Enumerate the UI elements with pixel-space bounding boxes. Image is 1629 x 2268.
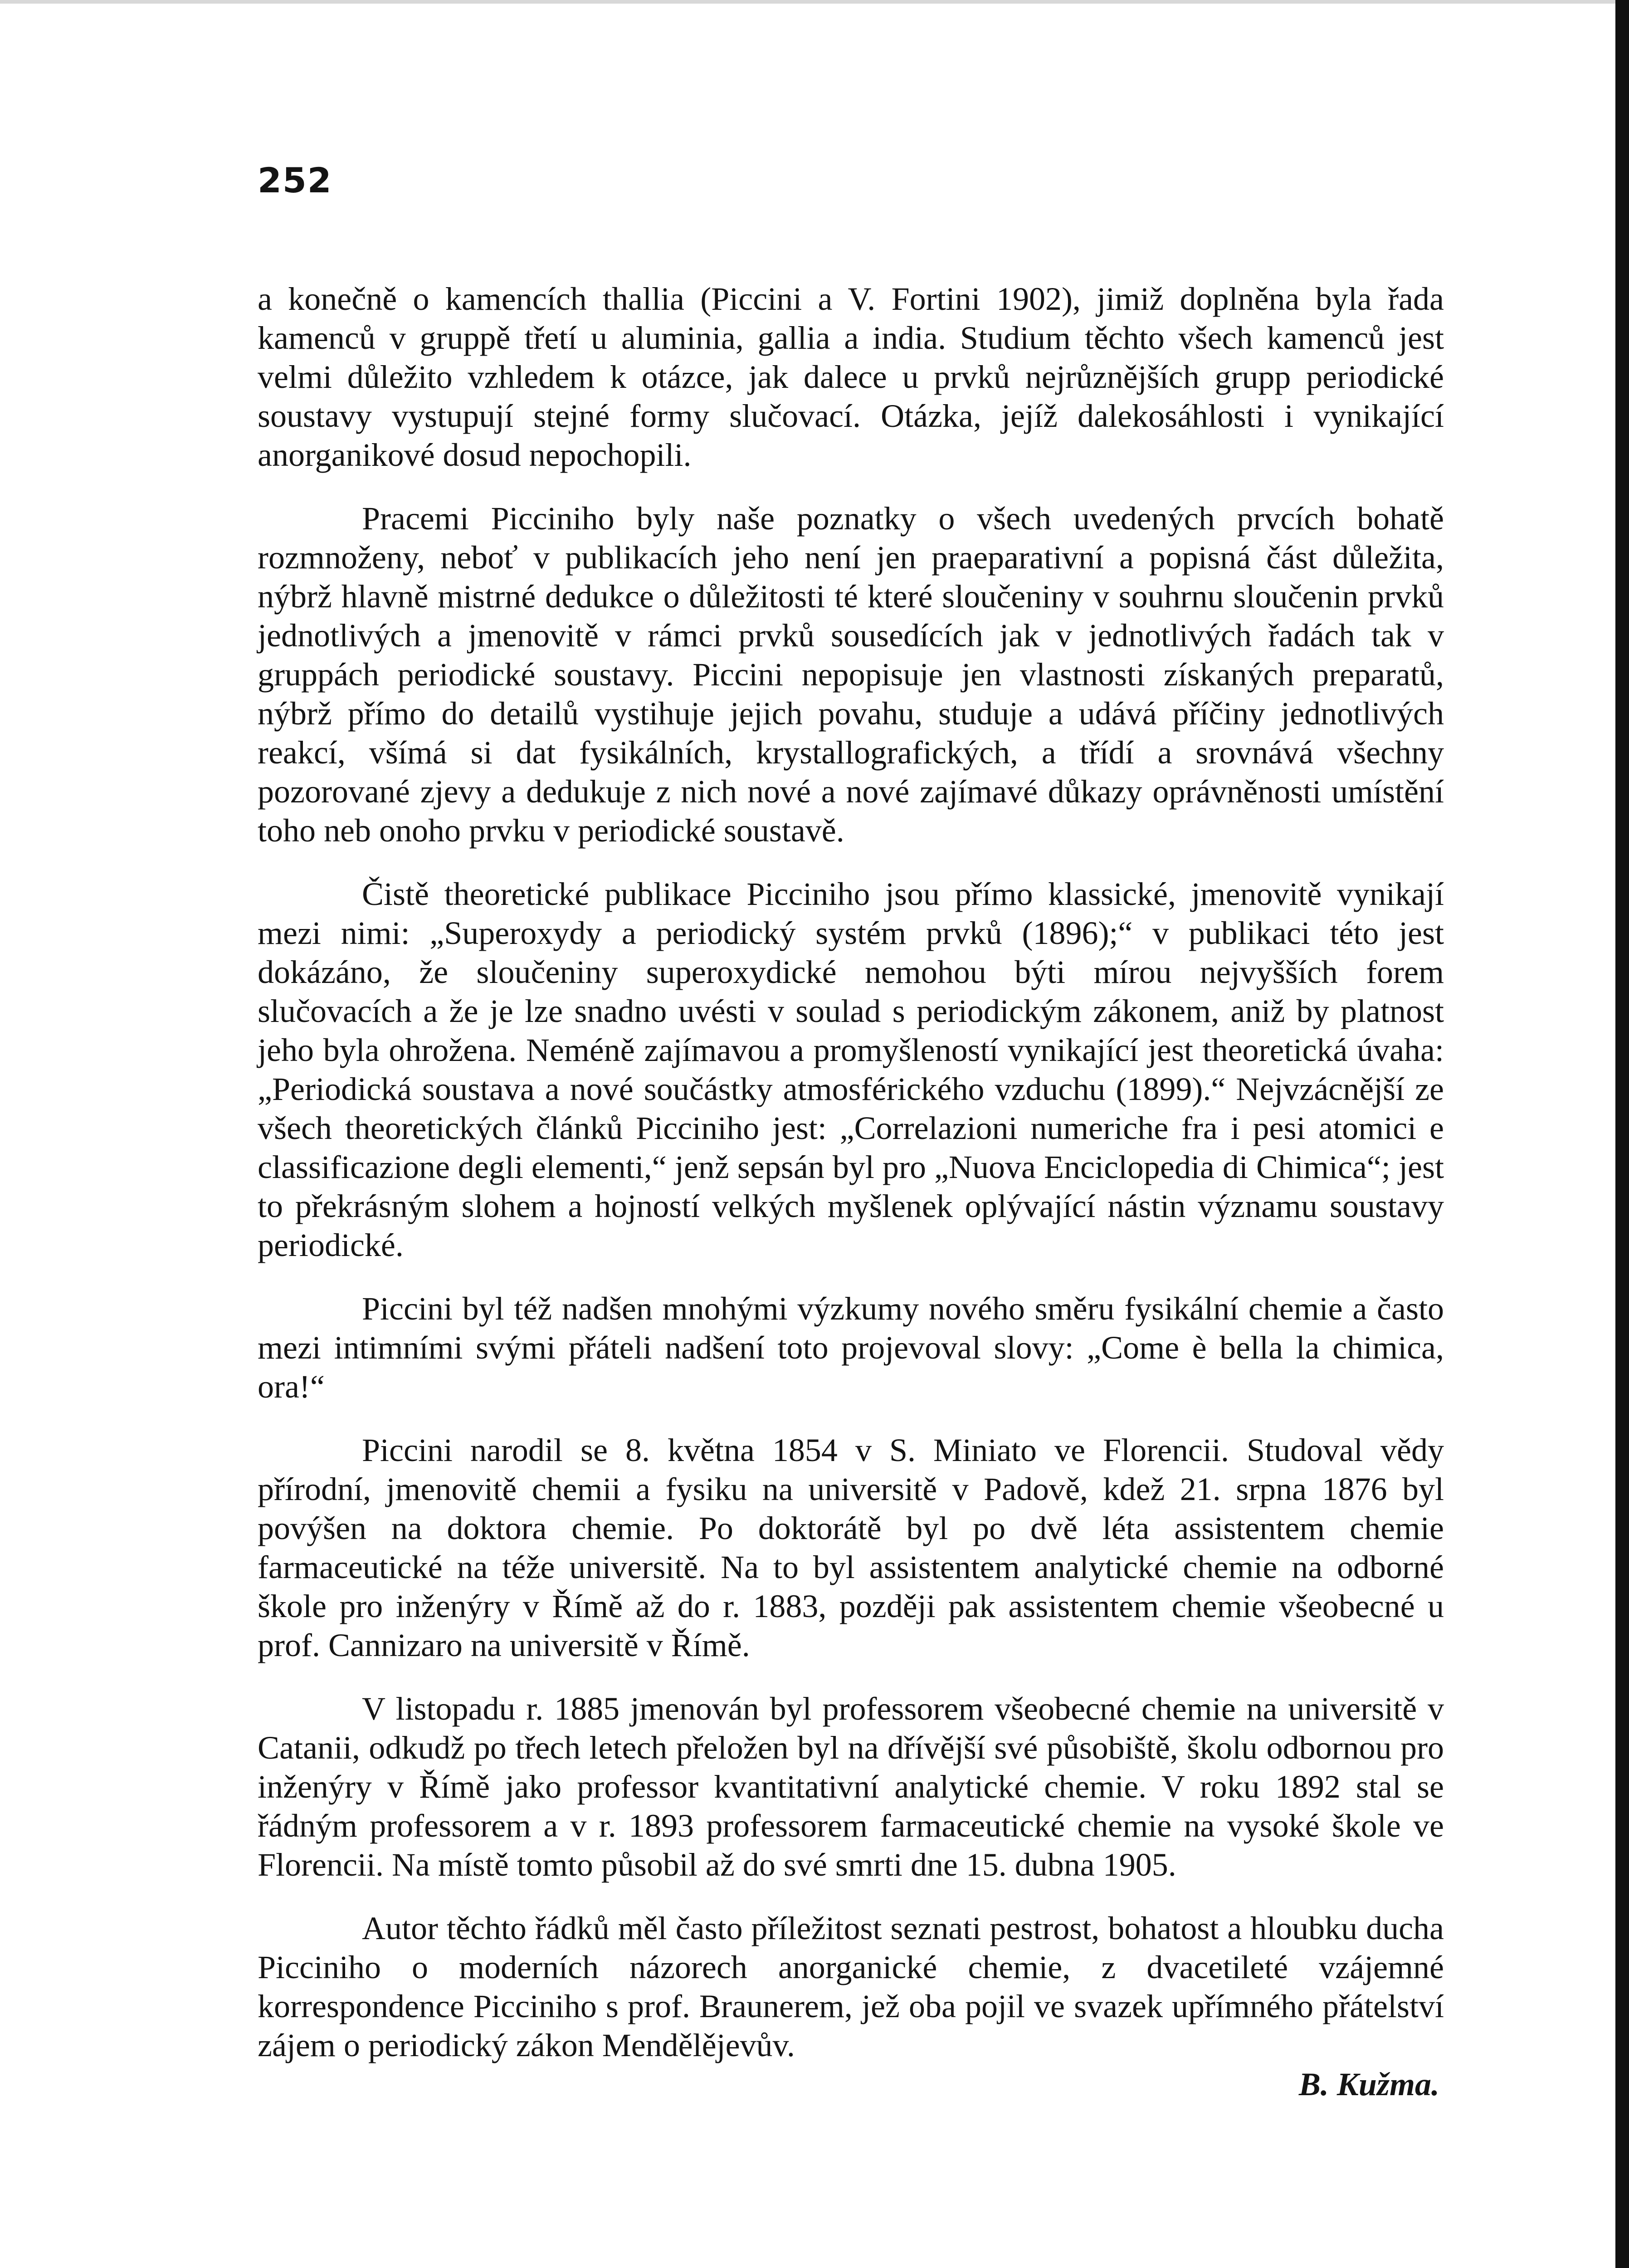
scan-top-edge <box>0 0 1629 4</box>
paragraph-6: V listopadu r. 1885 jmenován byl professorem všeobecné chemie na universitě v Catanii, odkudž po třech letech přeložen byl na dřívější své působiště, školu odbornou pro inženýry v Římě jako professor kvantitativní analytické chemie. V roku 1892 stal se řádným professorem a v r. 1893 professorem farmaceutické chemie na vysoké škole ve Florencii. Na místě tomto působil až do své smrti dne 15. dubna 1905. <box>258 1691 1444 1883</box>
paragraph-4: Piccini byl též nadšen mnohými výzkumy nového směru fysikální chemie a často mezi intimními svými přáteli nadšení toto projevoval slovy: „Come è bella la chimica, ora!“ <box>258 1290 1444 1405</box>
signature-line <box>258 2065 1444 2104</box>
paragraph-5: Piccini narodil se 8. května 1854 v S. Miniato ve Florencii. Studoval vědy přírodní, jmenovitě chemii a fysiku na universitě v Padově, kdež 21. srpna 1876 byl povýšen na doktora chemie. Po doktorátě byl po dvě léta assistentem chemie farmaceutické na téže universitě. Na to byl assistentem analytické chemie na odborné škole pro inženýry v Římě až do r. 1883, později pak assistentem chemie všeobecné u prof. Cannizaro na universitě v Římě. <box>258 1432 1444 1663</box>
page-number: 252 <box>258 160 332 200</box>
paragraph-3: Čistě theoretické publikace Picciniho jsou přímo klassické, jmenovitě vynikají mezi nimi: „Superoxydy a periodický systém prvků (1896);“ v publikaci této jest dokázáno, že sloučeniny superoxydické nemohou býti mírou nejvyšších forem slučovacích a že je lze snadno uvésti v soulad s periodickým zákonem, aniž by platnost jeho byla ohrožena. Neméně zajímavou a promyšleností vynikající jest theoretická úvaha: „Periodická soustava a nové součástky atmosférického vzduchu (1899).“ Nejvzácnější ze všech theoretických článků Picciniho jest: „Correlazioni numeriche fra i pesi atomici e classificazione degli elementi,“ jenž sepsán byl pro „Nuova Enciclopedia di Chimica“; jest to překrásným slohem a hojností velkých myšlenek oplývající nástin významu soustavy periodické. <box>258 876 1444 1263</box>
paragraph-2: Pracemi Picciniho byly naše poznatky o všech uvedených prvcích bohatě rozmnoženy, neboť v publikacích jeho není jen praeparativní a popisná část důležita, nýbrž hlavně mistrné dedukce o důležitosti té které sloučeniny v souhrnu sloučenin prvků jednotlivých a jmenovitě v rámci prvků sousedících jak v jednotlivých řadách tak v gruppách periodické soustavy. Piccini nepopisuje jen vlastnosti získaných preparatů, nýbrž přímo do detailů vystihuje jejich povahu, studuje a udává příčiny jednotlivých reakcí, všímá si dat fysikálních, krystallografických, a třídí a srovnává všechny pozorované zjevy a dedukuje z nich nové a nové zajímavé důkazy oprávněnosti umístění toho neb onoho prvku v periodické soustavě. <box>258 500 1444 849</box>
document-page <box>258 160 1444 2104</box>
scan-right-border <box>1615 0 1629 2268</box>
paragraph-7: Autor těchto řádků měl často příležitost seznati pestrost, bohatost a hloubku ducha Picciniho o moderních názorech anorganické chemie, z dvacetileté vzájemné korrespondence Picciniho s prof. Braunerem, jež oba pojil ve svazek upřímného přátelství zájem o periodický zákon Mendělějevův. <box>258 1910 1444 2063</box>
author-signature: B. Kužma. <box>1298 2066 1439 2102</box>
paragraph-1: a konečně o kamencích thallia (Piccini a V. Fortini 1902), jimiž doplněna byla řada kamenců v gruppě třetí u aluminia, gallia a india. Studium těchto všech kamenců jest velmi důležito vzhledem k otázce, jak dalece u prvků nejrůznějších grupp periodické soustavy vystupují stejné formy slučovací. Otázka, jejíž dalekosáhlosti i vynikající anorganikové dosud nepochopili. <box>258 281 1444 473</box>
